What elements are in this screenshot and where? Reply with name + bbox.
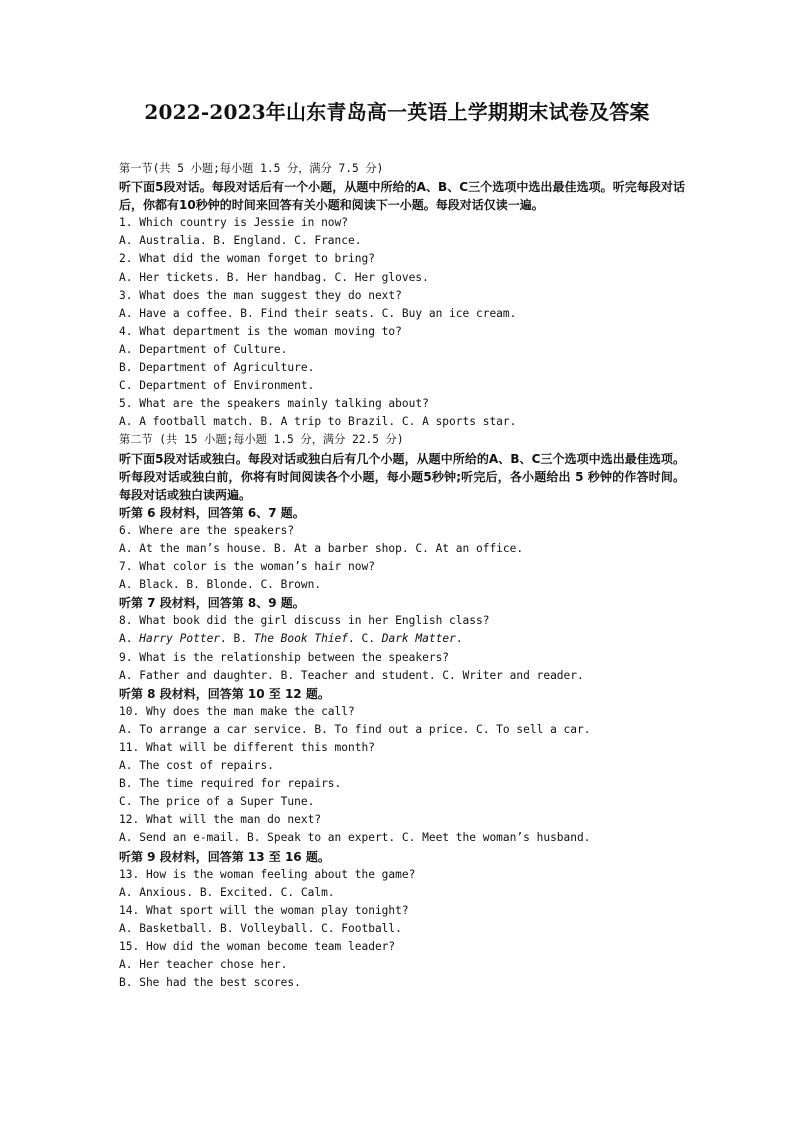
question-8-options	[119, 630, 685, 648]
question-14-options: A. Basketball. B. Volleyball. C. Football.	[119, 921, 402, 935]
question-11-option-b: B. The time required for repairs.	[119, 777, 342, 791]
question-11-option-c: C. The price of a Super Tune.	[119, 795, 315, 809]
section1-instructions: 听下面5段对话。每段对话后有一个小题，从题中所给的A、B、C三个选项中选出最佳选项。听完每段对话后，你都有10秒钟的时间来回答有关小题和阅读下一小题。每段对话仅读一遍。	[119, 180, 685, 213]
section2-instructions: 听下面5段对话或独白。每段对话或独白后有几个小题，从题中所给的A、B、C三个选项中选出最佳选项。听每段对话或独白前，你将有时间阅读各个小题，每小题5秒钟;听完后，各小题给出 5 秒钟的作答时间。每段对话或独白读两遍。	[119, 451, 685, 502]
question-14: 14. What sport will the woman play tonight?	[119, 903, 409, 917]
question-2-options: A. Her tickets. B. Her handbag. C. Her gloves.	[119, 270, 429, 284]
question-12-options: A. Send an e-mail. B. Speak to an expert. C. Meet the woman’s husband.	[119, 831, 591, 845]
group-7-heading: 听第 7 段材料，回答第 8、9 题。	[119, 596, 305, 611]
question-3-options: A. Have a coffee. B. Find their seats. C. Buy an ice cream.	[119, 306, 517, 320]
question-13: 13. How is the woman feeling about the game?	[119, 867, 416, 881]
document-title: 2022-2023年山东青岛高一英语上学期期末试卷及答案	[144, 100, 650, 124]
question-15: 15. How did the woman become team leader?	[119, 940, 396, 954]
question-4: 4. What department is the woman moving to?	[119, 324, 402, 338]
question-9-options: A. Father and daughter. B. Teacher and student. C. Writer and reader.	[119, 668, 584, 682]
question-1: 1. Which country is Jessie in now?	[119, 216, 349, 230]
options-end: .	[455, 632, 463, 646]
question-5: 5. What are the speakers mainly talking about?	[119, 397, 429, 411]
question-11: 11. What will be different this month?	[119, 741, 375, 754]
question-13-options: A. Anxious. B. Excited. C. Calm.	[119, 885, 335, 899]
group-9-heading: 听第 9 段材料，回答第 13 至 16 题。	[119, 849, 330, 864]
question-4-option-a: A. Department of Culture.	[119, 342, 288, 356]
book-title-b: The Book Thief	[253, 632, 349, 646]
exam-content	[119, 160, 685, 992]
option-a-label: A.	[119, 632, 140, 646]
question-15-option-a: A. Her teacher chose her.	[119, 958, 288, 972]
question-10: 10. Why does the man make the call?	[119, 704, 355, 718]
question-11-option-a: A. The cost of repairs.	[119, 759, 274, 773]
question-7-options: A. Black. B. Blonde. C. Brown.	[119, 578, 322, 592]
question-6-options: A. At the man’s house. B. At a barber shop. C. At an office.	[119, 541, 524, 555]
question-15-option-b: B. She had the best scores.	[119, 976, 301, 990]
question-6: 6. Where are the speakers?	[119, 523, 295, 537]
option-c-label: . C.	[348, 632, 382, 646]
group-6-heading: 听第 6 段材料，回答第 6、7 题。	[119, 505, 305, 520]
question-4-option-c: C. Department of Environment.	[119, 379, 315, 393]
question-5-options: A. A football match. B. A trip to Brazil. C. A sports star.	[119, 415, 517, 429]
question-7: 7. What color is the woman’s hair now?	[119, 560, 375, 574]
option-b-label: . B.	[220, 632, 254, 646]
section2-heading: 第二节 (共 15 小题;每小题 1.5 分，满分 22.5 分)	[119, 433, 404, 447]
question-9: 9. What is the relationship between the speakers?	[119, 650, 450, 664]
section1-heading: 第一节(共 5 小题;每小题 1.5 分，满分 7.5 分)	[119, 162, 384, 175]
group-8-heading: 听第 8 段材料，回答第 10 至 12 题。	[119, 686, 330, 701]
question-1-options: A. Australia. B. England. C. France.	[119, 234, 362, 248]
question-3: 3. What does the man suggest they do next?	[119, 288, 402, 302]
book-title-a: Harry Potter	[139, 632, 221, 646]
question-12: 12. What will the man do next?	[119, 813, 322, 827]
question-10-options: A. To arrange a car service. B. To find out a price. C. To sell a car.	[119, 722, 591, 736]
question-2: 2. What did the woman forget to bring?	[119, 252, 375, 266]
question-8: 8. What book did the girl discuss in her English class?	[119, 614, 490, 628]
question-4-option-b: B. Department of Agriculture.	[119, 361, 315, 375]
book-title-c: Dark Matter	[381, 632, 456, 646]
